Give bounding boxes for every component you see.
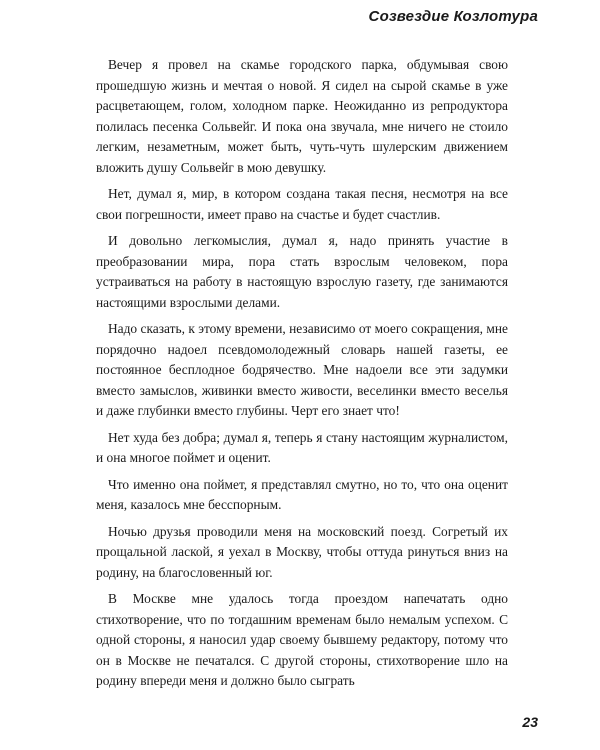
running-header: Созвездие Козлотура <box>368 8 538 25</box>
paragraph: Надо сказать, к этому времени, независимо от моего сокращения, мне порядочно надоел псевдомолодежный словарь нашей газеты, ее постоянное бесплодное бодрячество. Мне надоели все эти задумки вместо замыслов, живинки вместо живости, веселинки вместо веселья и даже глубинки вместо глубины. Черт его знает что! <box>96 321 508 418</box>
paragraph: В Москве мне удалось тогда проездом напечатать одно стихотворение, что по тогдашним временам было немалым успехом. С одной стороны, я наносил удар своему бывшему редактору, потому что он в Москве не печатался. С другой стороны, стихотворение шло на родину впереди меня и должно было сыграть <box>96 591 508 688</box>
paragraph: Что именно она поймет, я представлял смутно, но то, что она оценит меня, казалось мне бесспорным. <box>96 476 508 512</box>
paragraph: Вечер я провел на скамье городского парка, обдумывая свою прошедшую жизнь и мечтая о новой. Я сидел на сырой скамье в уже расцветающем, голом, холодном парке. Неожиданно из репродуктора полилась песенка Сольвейг. И пока она звучала, мне ничего не стоило легким, незаметным, может быть, чуть-чуть шулерским движением вложить душу Сольвейг в мою девушку. <box>96 57 508 175</box>
paragraph: Ночью друзья проводили меня на московский поезд. Согретый их прощальной лаской, я уехал в Москву, чтобы оттуда ринуться вниз на родину, на благословенный юг. <box>96 523 508 580</box>
paragraph: Нет, думал я, мир, в котором создана такая песня, несмотря на все свои погрешности, имеет право на счастье и будет счастлив. <box>96 186 508 222</box>
paragraph: Нет худа без добра; думал я, теперь я стану настоящим журналистом, и она многое поймет и оценит. <box>96 429 508 465</box>
body-text <box>96 55 508 698</box>
page-number: 23 <box>522 714 538 730</box>
paragraph: И довольно легкомыслия, думал я, надо принять участие в преобразовании мира, пора стать взрослым человеком, пора устраиваться на работу в настоящую взрослую газету, где занимаются настоящими взрослыми делами. <box>96 233 508 310</box>
